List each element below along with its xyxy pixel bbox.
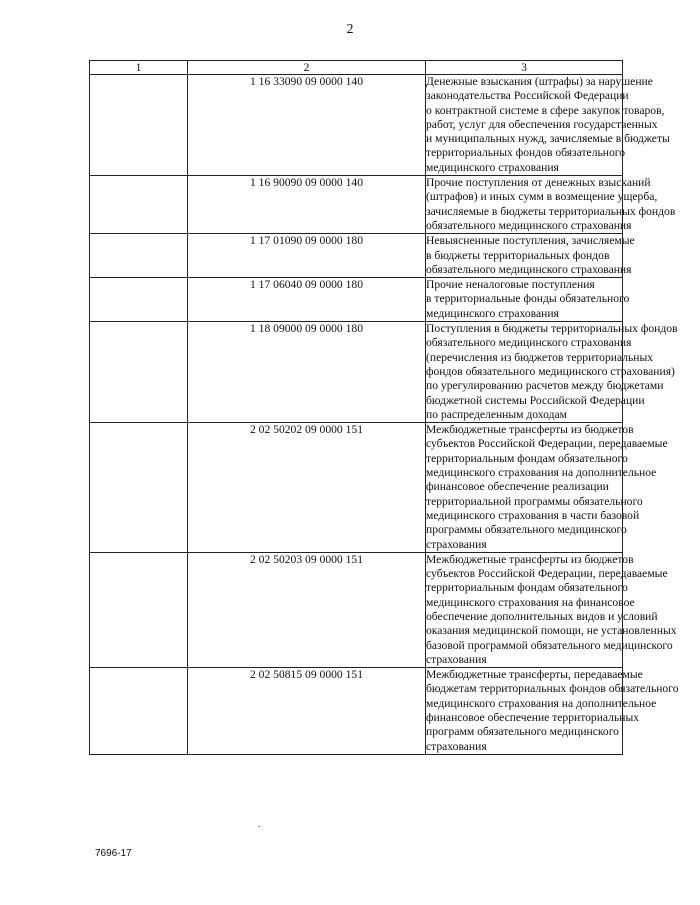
- row-empty-cell: [90, 176, 188, 234]
- description-line: о контрактной системе в сфере закупок товаров,: [426, 103, 665, 117]
- description-line: по распределенным доходам: [426, 407, 567, 421]
- table-row: [90, 423, 623, 553]
- budget-code-cell: 1 16 90090 09 0000 140: [188, 176, 426, 234]
- revenue-description-cell: [426, 552, 677, 667]
- description-line: финансовое обеспечение реализации: [426, 480, 609, 494]
- description-line: (штрафов) и иных сумм в возмещение ущерба,: [426, 190, 658, 204]
- column-header-2: 2: [188, 61, 426, 75]
- row-empty-cell: [90, 234, 188, 278]
- description-line: Межбюджетные трансферты из бюджетов: [426, 423, 634, 437]
- description-line: в бюджеты территориальных фондов: [426, 248, 610, 262]
- description-line: фондов обязательного медицинского страхования): [426, 364, 675, 378]
- revenue-description-cell: [426, 234, 635, 278]
- description-line: страхования: [426, 652, 487, 666]
- budget-code-cell: 1 18 09000 09 0000 180: [188, 322, 426, 423]
- row-empty-cell: [90, 75, 188, 176]
- description-line: страхования: [426, 537, 487, 551]
- description-line: медицинского страхования на дополнительное: [426, 696, 657, 710]
- description-line: работ, услуг для обеспечения государственных: [426, 117, 658, 131]
- description-line: медицинского страхования: [426, 306, 559, 320]
- description-line: по урегулированию расчетов между бюджетами: [426, 379, 664, 393]
- description-line: территориальной программы обязательного: [426, 494, 643, 508]
- description-line: субъектов Российской Федерации, передаваемые: [426, 567, 668, 581]
- table-row: [90, 234, 623, 278]
- budget-classification-table: [89, 60, 679, 755]
- description-line: Поступления в бюджеты территориальных фондов: [426, 322, 678, 336]
- description-line: Невыясненные поступления, зачисляемые: [426, 234, 635, 248]
- description-line: в территориальные фонды обязательного: [426, 292, 630, 306]
- row-empty-cell: [90, 552, 188, 667]
- budget-code-cell: 1 17 06040 09 0000 180: [188, 278, 426, 322]
- description-line: бюджетной системы Российской Федерации: [426, 393, 645, 407]
- table-row: [90, 552, 623, 667]
- row-empty-cell: [90, 322, 188, 423]
- description-line: Межбюджетные трансферты, передаваемые: [426, 668, 643, 682]
- budget-code-cell: 2 02 50202 09 0000 151: [188, 423, 426, 553]
- description-line: базовой программой обязательного медицинского: [426, 638, 673, 652]
- revenue-description-cell: [426, 176, 676, 234]
- description-line: (перечисления из бюджетов территориальных: [426, 350, 654, 364]
- description-line: территориальным фондам обязательного: [426, 451, 628, 465]
- revenue-description-cell: [426, 668, 679, 755]
- document-footer-code: 7696-17: [95, 848, 132, 859]
- budget-code-cell: 1 17 01090 09 0000 180: [188, 234, 426, 278]
- description-line: медицинского страхования: [426, 160, 559, 174]
- description-line: оказания медицинской помощи, не установленных: [426, 624, 677, 638]
- scan-speck: [258, 826, 260, 827]
- table-row: [90, 75, 623, 176]
- description-line: финансовое обеспечение территориальных: [426, 711, 640, 725]
- description-line: Денежные взыскания (штрафы) за нарушение: [426, 75, 653, 88]
- description-line: территориальных фондов обязательного: [426, 146, 626, 160]
- column-header-1: 1: [90, 61, 188, 75]
- row-empty-cell: [90, 278, 188, 322]
- budget-code-cell: 2 02 50815 09 0000 151: [188, 668, 426, 755]
- description-line: страхования: [426, 739, 487, 753]
- description-line: программы обязательного медицинского: [426, 523, 627, 537]
- description-line: субъектов Российской Федерации, передаваемые: [426, 437, 668, 451]
- table-row: [90, 278, 623, 322]
- description-line: и муниципальных нужд, зачисляемые в бюджеты: [426, 132, 670, 146]
- row-empty-cell: [90, 423, 188, 553]
- revenue-description-cell: [426, 322, 678, 423]
- description-line: Межбюджетные трансферты из бюджетов: [426, 552, 634, 566]
- description-line: медицинского страхования на дополнительное: [426, 466, 657, 480]
- description-line: медицинского страхования на финансовое: [426, 595, 635, 609]
- description-line: зачисляемые в бюджеты территориальных фондов: [426, 204, 676, 218]
- revenue-description-cell: [426, 423, 668, 553]
- budget-code-cell: 2 02 50203 09 0000 151: [188, 552, 426, 667]
- description-line: медицинского страхования в части базовой: [426, 508, 640, 522]
- revenue-description-cell: [426, 75, 670, 176]
- description-line: обязательного медицинского страхования: [426, 336, 632, 350]
- revenue-description-cell: [426, 278, 630, 322]
- table-row: [90, 668, 623, 755]
- description-line: бюджетам территориальных фондов обязательного: [426, 682, 679, 696]
- page-number: 2: [346, 22, 354, 37]
- table-body: [90, 75, 679, 755]
- description-line: законодательства Российской Федерации: [426, 89, 629, 103]
- table-row: [90, 176, 623, 234]
- description-line: обязательного медицинского страхования: [426, 218, 632, 232]
- table-header-row: [90, 61, 623, 75]
- description-line: Прочие поступления от денежных взысканий: [426, 176, 651, 190]
- description-line: территориальным фондам обязательного: [426, 581, 628, 595]
- column-header-3: 3: [426, 61, 623, 75]
- table-row: [90, 322, 623, 423]
- description-line: обязательного медицинского страхования: [426, 262, 632, 276]
- description-line: программ обязательного медицинского: [426, 725, 619, 739]
- budget-code-cell: 1 16 33090 09 0000 140: [188, 75, 426, 176]
- description-line: Прочие неналоговые поступления: [426, 278, 595, 292]
- description-line: обеспечение дополнительных видов и условий: [426, 609, 658, 623]
- row-empty-cell: [90, 668, 188, 755]
